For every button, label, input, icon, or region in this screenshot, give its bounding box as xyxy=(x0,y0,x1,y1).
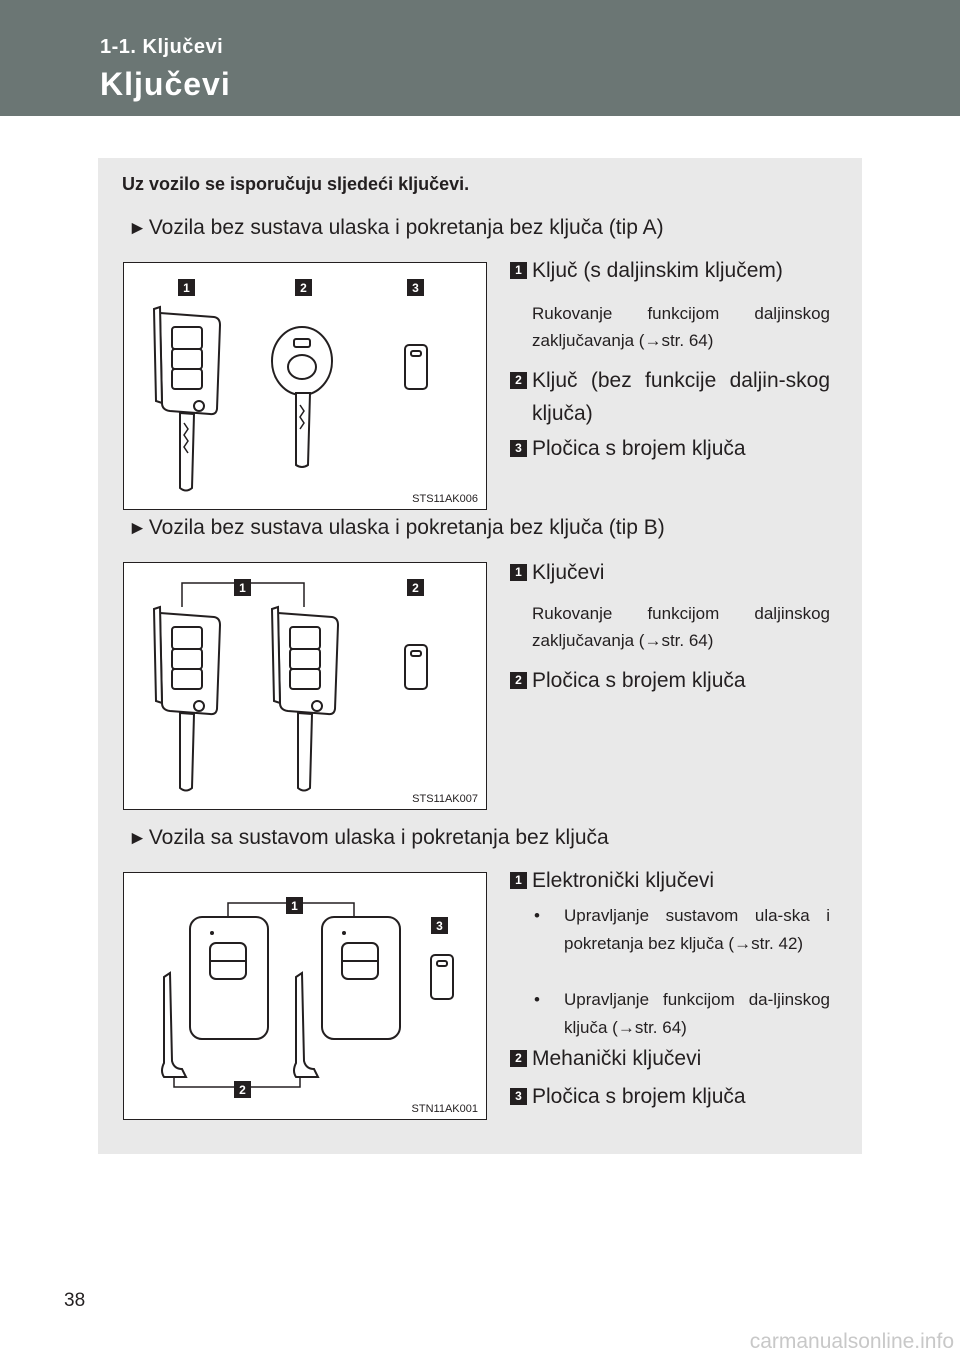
item-type-b-2: 2 Pločica s brojem ključa xyxy=(510,664,830,697)
item-smart-3: 3 Pločica s brojem ključa xyxy=(510,1080,830,1113)
svg-text:3: 3 xyxy=(436,919,443,933)
group-title-type-b: ►Vozila bez sustava ulaska i pokretanja bez ključa (tip B) xyxy=(128,516,665,539)
figure-code: STS11AK007 xyxy=(412,793,478,805)
group-title-smart-key: ►Vozila sa sustavom ulaska i pokretanja bez ključa xyxy=(128,826,609,849)
item-type-a-1-desc: Rukovanje funkcijom daljinskog zaključavanja (→str. 64) xyxy=(532,304,830,350)
figure-code: STN11AK001 xyxy=(411,1103,478,1115)
item-type-a-2: 2 Ključ (bez funkcije daljin-skog ključa) xyxy=(510,364,830,430)
item-smart-2: 2 Mehanički ključevi xyxy=(510,1042,830,1075)
svg-text:2: 2 xyxy=(239,1083,246,1097)
figure-keys-type-b xyxy=(123,562,487,810)
item-smart-1-bullet-1: • Upravljanje sustavom ula-ska i pokretanja bez ključa (→str. 42) xyxy=(534,906,830,953)
svg-text:2: 2 xyxy=(300,281,307,295)
svg-text:1: 1 xyxy=(291,899,298,913)
item-type-b-1-desc: Rukovanje funkcijom daljinskog zaključavanja (→str. 64) xyxy=(532,604,830,650)
page-header xyxy=(0,0,960,116)
figure-keys-type-a xyxy=(123,262,487,510)
figure-code: STS11AK006 xyxy=(412,493,478,505)
svg-text:3: 3 xyxy=(412,281,419,295)
group-title-type-a: ►Vozila bez sustava ulaska i pokretanja bez ključa (tip A) xyxy=(128,216,664,239)
figure-smart-keys xyxy=(123,872,487,1120)
watermark: carmanualsonline.info xyxy=(749,1330,954,1353)
item-smart-1: 1 Elektronički ključevi xyxy=(510,864,830,897)
item-type-a-3: 3 Pločica s brojem ključa xyxy=(510,432,830,465)
svg-text:1: 1 xyxy=(183,281,190,295)
triangle-bullet-icon: ► xyxy=(128,828,147,849)
item-smart-1-bullet-2: • Upravljanje funkcijom da-ljinskog ključa (→str. 64) xyxy=(534,990,830,1037)
keys-type-a-illustration xyxy=(124,263,486,509)
svg-text:1: 1 xyxy=(239,581,246,595)
keys-type-b-illustration xyxy=(124,563,486,809)
item-type-a-1: 1 Ključ (s daljinskim ključem) xyxy=(510,254,830,287)
smart-keys-illustration xyxy=(124,873,486,1119)
svg-text:2: 2 xyxy=(412,581,419,595)
intro-text: Uz vozilo se isporučuju sljedeći ključevi. xyxy=(122,174,470,194)
section-title: 1-1. Ključevi xyxy=(100,36,224,58)
item-type-b-1: 1 Ključevi xyxy=(510,556,830,589)
triangle-bullet-icon: ► xyxy=(128,518,147,539)
triangle-bullet-icon: ► xyxy=(128,218,147,239)
page-title: Ključevi xyxy=(100,66,231,102)
page-number: 38 xyxy=(64,1290,86,1311)
